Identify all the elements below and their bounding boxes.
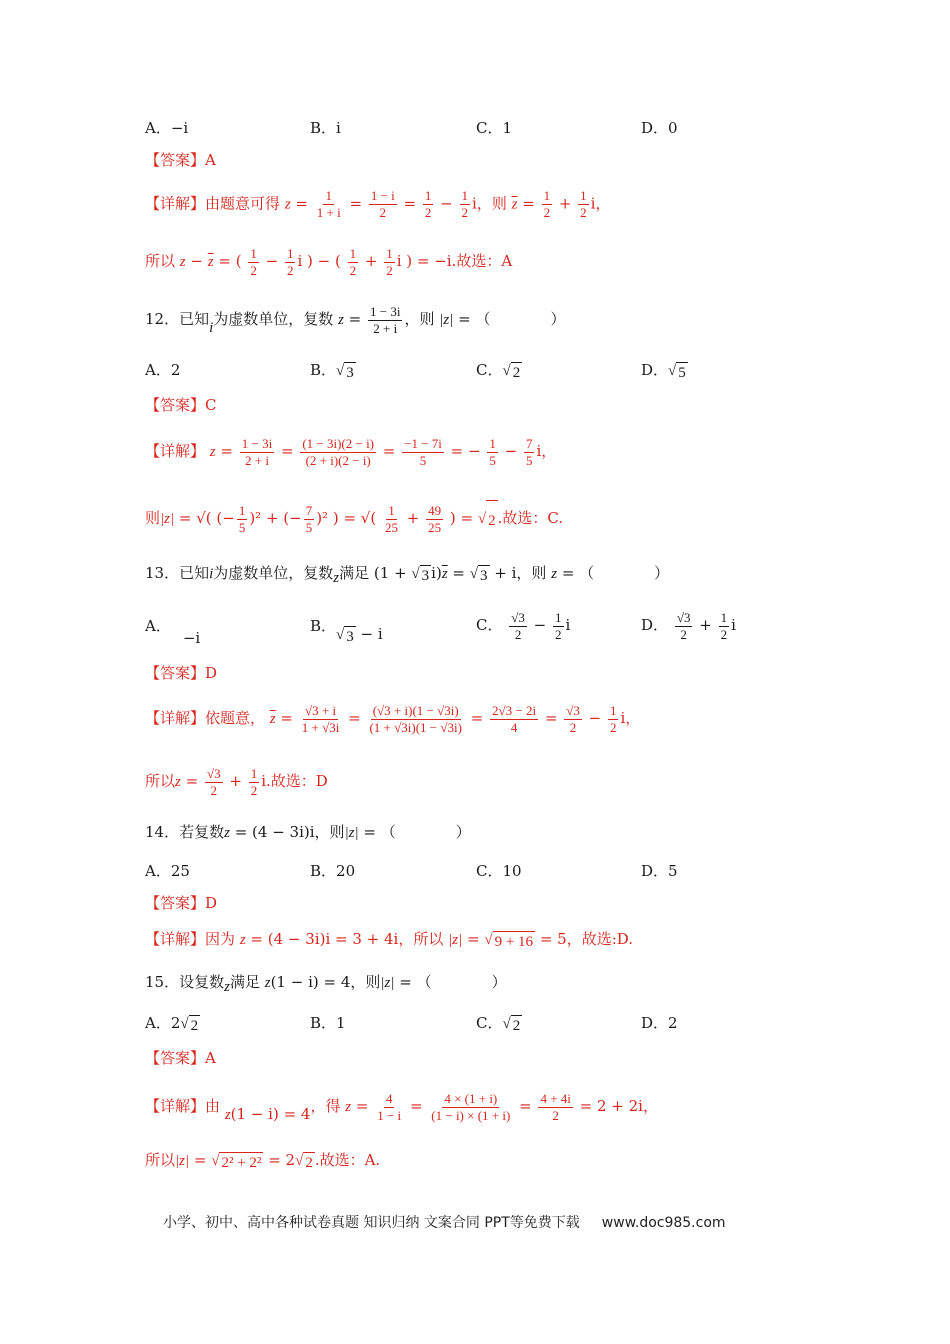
q11-option-d: D．0: [641, 119, 678, 137]
footer-url[interactable]: www.doc985.com: [601, 1215, 726, 1231]
q15-option-d: D．2: [641, 1014, 678, 1032]
q12-stem: 12．已知i为虚数单位，复数 z = $\frac{1 - 3i}{2 + i}$ ，则 |z| = （ ）: [145, 303, 566, 336]
q15-option-a: A．2√ 2: [145, 1014, 199, 1034]
q14-option-a: A．25: [145, 862, 190, 880]
q12-detail-line2: 则|z| = √( (− $\frac{1}{5}$ )² + (− $\frac{7}{5}$ )² ) = √( $\frac{1}{25}$ + $\frac{49}{25}$ ) = √ 2 .故选：C.: [145, 498, 563, 541]
q11-answer: 【答案】A: [145, 151, 216, 169]
q15-answer: 【答案】A: [145, 1049, 216, 1067]
q14-option-d: D．5: [641, 862, 678, 880]
q13-option-d: D． $\frac{√3}{2}$ + $\frac{1}{2}$ i: [641, 609, 736, 642]
q13-answer: 【答案】D: [145, 664, 218, 682]
q12-option-d: D．√ 5: [641, 361, 686, 381]
footer-text: 小学、初中、高中各种试卷真题 知识归纳 文案合同 PPT等免费下载: [163, 1215, 580, 1231]
q12-option-a: A．2: [145, 361, 181, 379]
q11-detail-line1: 【详解】由题意可得 z = $\frac{1}{1 + i}$ = $\frac{1 - i}{2}$ = $\frac{1}{2}$ − $\frac{1}{2}$ i，则 $\overline{z}$ = $\frac{1}{2}$ + $\frac{1}{2}$ i，: [145, 188, 611, 220]
q11-option-c: C．1: [476, 119, 513, 137]
q12-answer: 【答案】C: [145, 396, 217, 414]
q14-option-c: C．10: [476, 862, 522, 880]
q11-detail-line2: 所以 $z - \overline{z}$ = ( $\frac{1}{2}$ − $\frac{1}{2}$ i ) − ( $\frac{1}{2}$ + $\frac{1}{2}$ i ) = −i.故选：A: [145, 245, 513, 278]
q13-stem: 13．已知i为虚数单位，复数z满足 (1 + √ 3 $i)\overline{z}$ = √ 3 + i，则 z = （ ）: [145, 564, 670, 586]
q11-option-b: B．i: [310, 119, 341, 137]
q13-option-a: A．−i: [145, 617, 201, 647]
q12-option-c: C．√ 2: [476, 361, 521, 381]
q11-option-a: A．−i: [145, 119, 189, 137]
q13-option-c: C． $\frac{√3}{2}$ − $\frac{1}{2}$ i: [476, 609, 571, 642]
q15-detail-line1: 【详解】由 z(1 − i) = 4，得 z = $\frac{4}{1 - i}$ = $\frac{4 \times (1 + i)}{(1 - i) \times (1 + i)}$ = $\frac{4 + 4i}{2}$ = 2 + 2i，: [145, 1090, 658, 1123]
q14-detail: 【详解】因为 z = (4 − 3i)i = 3 + 4i，所以 |z| = √ 9 + 16 = 5，故选:D.: [145, 930, 634, 950]
q12-detail-line1: 【详解】 z = $\frac{1 - 3i}{2 + i}$ = $\frac{(1 - 3i)(2 - i)}{(2 + i)(2 - i)}$ = $\frac{-1 - 7i}{5}$ = − $\frac{1}{5}$ − $\frac{7}{5}$ i，: [145, 435, 557, 468]
q13-detail-line1: 【详解】依题意， $\overline{z}$ = $\frac{√3 + i}{1 + √3i}$ = $\frac{(√3 + i)(1 - √3i)}{(1 + √3i)(1 - √3i)}$ = $\frac{2√3 - 2i}{4}$ = $\frac{√3}{2}$ − $\frac{1}{2}$ i，: [145, 702, 641, 735]
q15-option-c: C．√ 2: [476, 1014, 521, 1034]
q13-option-b: B．√ 3 − i: [310, 617, 383, 645]
page-footer: [163, 1212, 726, 1232]
q15-option-b: B．1: [310, 1014, 346, 1032]
q14-stem: 14．若复数z = (4 − 3i)i，则|z| = （ ）: [145, 823, 471, 841]
q15-detail-line2: 所以|z| = √ 2² + 2² = 2√ 2 .故选：A.: [145, 1151, 381, 1171]
q15-stem: 15．设复数z满足 z(1 − i) = 4，则|z| = （ ）: [145, 973, 507, 995]
q14-answer: 【答案】D: [145, 894, 218, 912]
q14-option-b: B．20: [310, 862, 356, 880]
q12-option-b: B．√ 3: [310, 361, 354, 381]
q13-detail-line2: 所以z = $\frac{√3}{2}$ + $\frac{1}{2}$ i.故选：D: [145, 765, 328, 798]
